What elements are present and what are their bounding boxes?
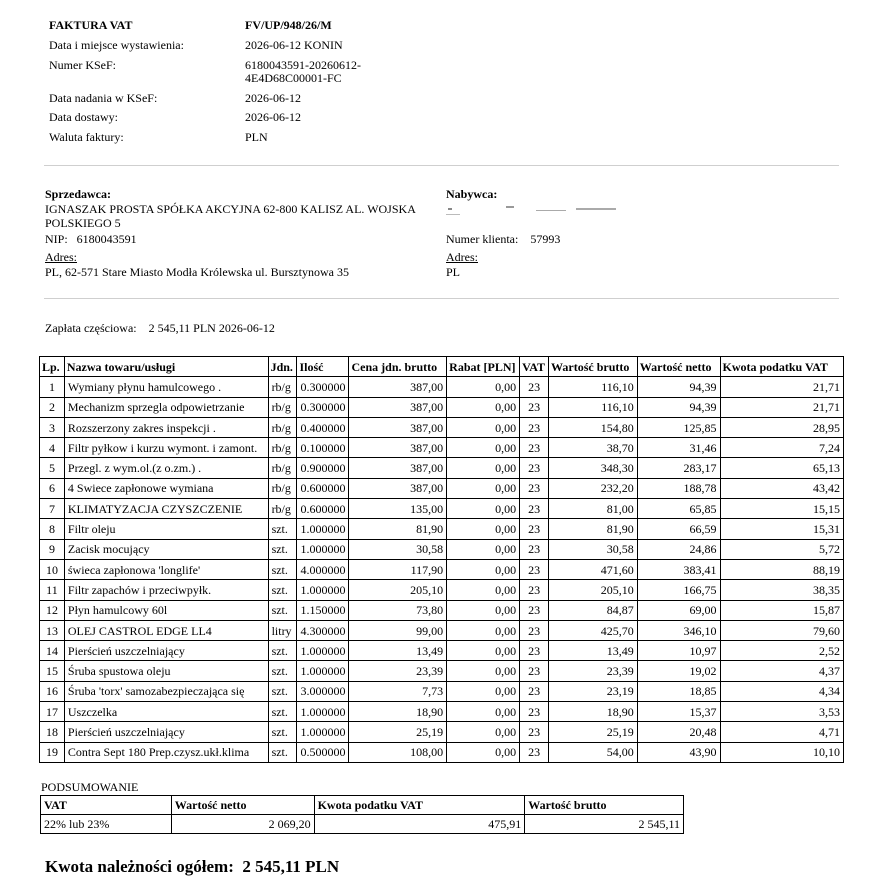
item-unit-price: 23,39: [349, 661, 447, 681]
item-qty: 4.000000: [297, 559, 349, 579]
item-vat: 23: [520, 580, 549, 600]
table-row: [40, 478, 844, 498]
summary-header-net: Wartość netto: [171, 796, 314, 815]
item-qty: 3.000000: [297, 681, 349, 701]
item-net: 166,75: [637, 580, 720, 600]
summary-header-row: [41, 796, 684, 815]
item-unit: szt.: [268, 559, 297, 579]
ksef-value-line2: 4E4D68C00001-FC: [245, 71, 342, 85]
item-unit-price: 135,00: [349, 499, 447, 519]
item-unit-price: 13,49: [349, 641, 447, 661]
item-unit: litry: [268, 620, 297, 640]
item-net: 94,39: [637, 377, 720, 397]
col-header-discount: Rabat [PLN]: [447, 357, 520, 377]
item-tax: 4,71: [720, 722, 843, 742]
item-discount: 0,00: [447, 641, 520, 661]
item-tax: 79,60: [720, 620, 843, 640]
item-unit: szt.: [268, 702, 297, 722]
item-qty: 4.300000: [297, 620, 349, 640]
items-header-row: [40, 357, 844, 377]
item-gross: 116,10: [549, 397, 638, 417]
seller-name-line2: POLSKIEGO 5: [45, 216, 121, 230]
item-net: 24,86: [637, 539, 720, 559]
item-unit: szt.: [268, 519, 297, 539]
table-row: [40, 519, 844, 539]
item-name: KLIMATYZACJA CZYSZCZENIE: [64, 499, 268, 519]
item-qty: 1.000000: [297, 580, 349, 600]
item-unit: szt.: [268, 722, 297, 742]
redaction-marks: [446, 202, 621, 216]
item-lp: 11: [40, 580, 65, 600]
buyer-address-value: PL: [446, 265, 461, 279]
item-unit-price: 81,90: [349, 519, 447, 539]
summary-header-vat: VAT: [41, 796, 172, 815]
item-unit-price: 73,80: [349, 600, 447, 620]
item-net: 15,37: [637, 702, 720, 722]
item-tax: 43,42: [720, 478, 843, 498]
item-gross: 84,87: [549, 600, 638, 620]
col-header-vat: VAT: [520, 357, 549, 377]
table-row: [40, 722, 844, 742]
item-gross: 205,10: [549, 580, 638, 600]
item-lp: 6: [40, 478, 65, 498]
item-lp: 18: [40, 722, 65, 742]
item-unit: rb/g: [268, 397, 297, 417]
item-vat: 23: [520, 620, 549, 640]
item-unit: rb/g: [268, 478, 297, 498]
item-qty: 0.600000: [297, 478, 349, 498]
table-row: [40, 661, 844, 681]
item-lp: 5: [40, 458, 65, 478]
item-vat: 23: [520, 539, 549, 559]
item-tax: 28,95: [720, 417, 843, 437]
delivery-label: Data dostawy:: [49, 110, 118, 124]
buyer-name-redacted: [446, 202, 621, 216]
item-gross: 348,30: [549, 458, 638, 478]
item-vat: 23: [520, 641, 549, 661]
item-gross: 30,58: [549, 539, 638, 559]
grand-total-label: Kwota należności ogółem:: [45, 857, 234, 876]
item-net: 346,10: [637, 620, 720, 640]
summary-gross: 2 545,11: [525, 815, 684, 834]
item-discount: 0,00: [447, 377, 520, 397]
item-gross: 81,00: [549, 499, 638, 519]
buyer-client-value: 57993: [530, 232, 561, 246]
item-discount: 0,00: [447, 580, 520, 600]
item-tax: 5,72: [720, 539, 843, 559]
ksef-value-line1: 6180043591-20260612-: [245, 58, 361, 72]
item-unit-price: 387,00: [349, 417, 447, 437]
item-name: Płyn hamulcowy 60l: [64, 600, 268, 620]
delivery-value: 2026-06-12: [245, 110, 301, 124]
table-row: [40, 600, 844, 620]
item-lp: 16: [40, 681, 65, 701]
item-discount: 0,00: [447, 722, 520, 742]
summary-tax: 475,91: [314, 815, 525, 834]
item-vat: 23: [520, 519, 549, 539]
seller-address-label: Adres:: [45, 250, 77, 264]
item-vat: 23: [520, 600, 549, 620]
item-name: świeca zapłonowa 'longlife': [64, 559, 268, 579]
col-header-unit: Jdn.: [268, 357, 297, 377]
item-discount: 0,00: [447, 417, 520, 437]
item-discount: 0,00: [447, 600, 520, 620]
item-qty: 0.500000: [297, 742, 349, 762]
item-vat: 23: [520, 661, 549, 681]
item-name: Rozszerzony zakres inspekcji .: [64, 417, 268, 437]
item-lp: 17: [40, 702, 65, 722]
item-gross: 154,80: [549, 417, 638, 437]
item-lp: 14: [40, 641, 65, 661]
item-vat: 23: [520, 559, 549, 579]
table-row: [40, 702, 844, 722]
item-unit: rb/g: [268, 438, 297, 458]
summary-vat: 22% lub 23%: [41, 815, 172, 834]
item-discount: 0,00: [447, 478, 520, 498]
item-discount: 0,00: [447, 559, 520, 579]
item-tax: 88,19: [720, 559, 843, 579]
item-tax: 21,71: [720, 377, 843, 397]
item-gross: 18,90: [549, 702, 638, 722]
item-discount: 0,00: [447, 620, 520, 640]
summary-header-tax: Kwota podatku VAT: [314, 796, 525, 815]
item-net: 20,48: [637, 722, 720, 742]
seller-address-value: PL, 62-571 Stare Miasto Modła Królewska ul. Bursztynowa 35: [45, 265, 349, 279]
item-discount: 0,00: [447, 702, 520, 722]
item-tax: 21,71: [720, 397, 843, 417]
summary-title: PODSUMOWANIE: [41, 780, 139, 794]
item-name: Przegl. z wym.ol.(z o.zm.) .: [64, 458, 268, 478]
seller-nip: [45, 232, 137, 247]
item-unit-price: 387,00: [349, 438, 447, 458]
item-lp: 1: [40, 377, 65, 397]
item-gross: 425,70: [549, 620, 638, 640]
item-qty: 1.000000: [297, 519, 349, 539]
item-discount: 0,00: [447, 438, 520, 458]
item-discount: 0,00: [447, 397, 520, 417]
item-unit-price: 108,00: [349, 742, 447, 762]
item-net: 10,97: [637, 641, 720, 661]
item-tax: 3,53: [720, 702, 843, 722]
table-row: [40, 641, 844, 661]
partial-payment-label: Zapłata częściowa:: [45, 321, 137, 335]
item-name: Mechanizm sprzegla odpowietrzanie: [64, 397, 268, 417]
item-qty: 1.000000: [297, 641, 349, 661]
item-lp: 10: [40, 559, 65, 579]
partial-payment: [45, 321, 275, 336]
table-row: [40, 499, 844, 519]
item-name: Filtr zapachów i przeciwpyłk.: [64, 580, 268, 600]
item-unit: szt.: [268, 742, 297, 762]
item-unit: szt.: [268, 681, 297, 701]
ksef-date-value: 2026-06-12: [245, 91, 301, 105]
divider-top: [44, 165, 839, 166]
item-net: 188,78: [637, 478, 720, 498]
buyer-label: Nabywca:: [446, 187, 498, 201]
item-net: 283,17: [637, 458, 720, 478]
item-unit-price: 387,00: [349, 478, 447, 498]
item-net: 31,46: [637, 438, 720, 458]
ksef-label: Numer KSeF:: [49, 58, 116, 72]
seller-label: Sprzedawca:: [45, 187, 111, 201]
item-net: 65,85: [637, 499, 720, 519]
item-lp: 8: [40, 519, 65, 539]
item-net: 66,59: [637, 519, 720, 539]
item-net: 19,02: [637, 661, 720, 681]
item-unit-price: 30,58: [349, 539, 447, 559]
item-tax: 7,24: [720, 438, 843, 458]
item-qty: 0.300000: [297, 397, 349, 417]
table-row: [40, 438, 844, 458]
item-name: Pierścień uszczelniający: [64, 641, 268, 661]
summary-net: 2 069,20: [171, 815, 314, 834]
divider-middle: [44, 298, 839, 299]
table-row: [40, 681, 844, 701]
item-vat: 23: [520, 417, 549, 437]
item-lp: 7: [40, 499, 65, 519]
item-unit-price: 387,00: [349, 377, 447, 397]
item-tax: 4,37: [720, 661, 843, 681]
table-row: [40, 397, 844, 417]
item-name: Contra Sept 180 Prep.czysz.ukł.klima: [64, 742, 268, 762]
item-name: Uszczelka: [64, 702, 268, 722]
item-gross: 54,00: [549, 742, 638, 762]
summary-row: [41, 815, 684, 834]
item-name: Filtr pyłkow i kurzu wymont. i zamont.: [64, 438, 268, 458]
item-gross: 471,60: [549, 559, 638, 579]
items-table: [39, 356, 844, 763]
item-unit: szt.: [268, 539, 297, 559]
item-discount: 0,00: [447, 742, 520, 762]
item-qty: 0.400000: [297, 417, 349, 437]
grand-total-value: 2 545,11 PLN: [242, 857, 340, 876]
buyer-address-label: Adres:: [446, 250, 478, 264]
summary-header-gross: Wartość brutto: [525, 796, 684, 815]
item-unit: szt.: [268, 600, 297, 620]
buyer-client-label: Numer klienta:: [446, 232, 519, 246]
item-gross: 116,10: [549, 377, 638, 397]
item-name: Zacisk mocujący: [64, 539, 268, 559]
item-unit: szt.: [268, 580, 297, 600]
item-name: Śruba spustowa oleju: [64, 661, 268, 681]
summary-table: [40, 795, 684, 834]
item-unit-price: 25,19: [349, 722, 447, 742]
ksef-date-label: Data nadania w KSeF:: [49, 91, 158, 105]
item-qty: 1.000000: [297, 722, 349, 742]
item-tax: 15,31: [720, 519, 843, 539]
item-lp: 15: [40, 661, 65, 681]
item-unit-price: 99,00: [349, 620, 447, 640]
item-qty: 1.150000: [297, 600, 349, 620]
item-tax: 65,13: [720, 458, 843, 478]
item-net: 43,90: [637, 742, 720, 762]
item-lp: 4: [40, 438, 65, 458]
seller-nip-label: NIP:: [45, 232, 68, 246]
item-vat: 23: [520, 722, 549, 742]
item-lp: 13: [40, 620, 65, 640]
table-row: [40, 620, 844, 640]
col-header-tax: Kwota podatku VAT: [720, 357, 843, 377]
item-gross: 13,49: [549, 641, 638, 661]
item-discount: 0,00: [447, 681, 520, 701]
item-unit-price: 387,00: [349, 397, 447, 417]
item-vat: 23: [520, 702, 549, 722]
item-tax: 15,87: [720, 600, 843, 620]
buyer-client: [446, 232, 560, 247]
col-header-name: Nazwa towaru/usługi: [64, 357, 268, 377]
table-row: [40, 539, 844, 559]
item-unit: szt.: [268, 641, 297, 661]
item-lp: 3: [40, 417, 65, 437]
item-tax: 15,15: [720, 499, 843, 519]
item-gross: 23,19: [549, 681, 638, 701]
item-unit-price: 387,00: [349, 458, 447, 478]
item-net: 18,85: [637, 681, 720, 701]
table-row: [40, 580, 844, 600]
table-row: [40, 559, 844, 579]
table-row: [40, 417, 844, 437]
item-discount: 0,00: [447, 519, 520, 539]
item-qty: 0.600000: [297, 499, 349, 519]
item-vat: 23: [520, 397, 549, 417]
item-net: 69,00: [637, 600, 720, 620]
item-tax: 4,34: [720, 681, 843, 701]
item-qty: 1.000000: [297, 539, 349, 559]
item-unit: rb/g: [268, 377, 297, 397]
item-vat: 23: [520, 438, 549, 458]
item-gross: 232,20: [549, 478, 638, 498]
item-qty: 0.300000: [297, 377, 349, 397]
item-gross: 25,19: [549, 722, 638, 742]
item-unit: rb/g: [268, 417, 297, 437]
item-name: Śruba 'torx' samozabezpieczająca się: [64, 681, 268, 701]
col-header-unit-price: Cena jdn. brutto: [349, 357, 447, 377]
col-header-lp: Lp.: [40, 357, 65, 377]
item-unit-price: 7,73: [349, 681, 447, 701]
item-unit: rb/g: [268, 499, 297, 519]
items-body: [40, 377, 844, 763]
item-vat: 23: [520, 377, 549, 397]
table-row: [40, 458, 844, 478]
item-discount: 0,00: [447, 661, 520, 681]
item-tax: 38,35: [720, 580, 843, 600]
item-name: 4 Swiece zapłonowe wymiana: [64, 478, 268, 498]
item-unit-price: 117,90: [349, 559, 447, 579]
item-name: OLEJ CASTROL EDGE LL4: [64, 620, 268, 640]
seller-name-line1: IGNASZAK PROSTA SPÓŁKA AKCYJNA 62-800 KALISZ AL. WOJSKA: [45, 202, 416, 216]
currency-label: Waluta faktury:: [49, 130, 124, 144]
item-discount: 0,00: [447, 539, 520, 559]
item-gross: 81,90: [549, 519, 638, 539]
item-name: Filtr oleju: [64, 519, 268, 539]
item-vat: 23: [520, 499, 549, 519]
item-vat: 23: [520, 681, 549, 701]
col-header-gross: Wartość brutto: [549, 357, 638, 377]
item-lp: 2: [40, 397, 65, 417]
item-unit-price: 205,10: [349, 580, 447, 600]
item-net: 94,39: [637, 397, 720, 417]
item-tax: 2,52: [720, 641, 843, 661]
item-lp: 19: [40, 742, 65, 762]
item-net: 383,41: [637, 559, 720, 579]
col-header-net: Wartość netto: [637, 357, 720, 377]
item-qty: 1.000000: [297, 661, 349, 681]
item-qty: 0.100000: [297, 438, 349, 458]
item-unit-price: 18,90: [349, 702, 447, 722]
item-lp: 12: [40, 600, 65, 620]
item-discount: 0,00: [447, 458, 520, 478]
item-qty: 1.000000: [297, 702, 349, 722]
item-qty: 0.900000: [297, 458, 349, 478]
item-net: 125,85: [637, 417, 720, 437]
item-lp: 9: [40, 539, 65, 559]
item-unit: rb/g: [268, 458, 297, 478]
seller-nip-value: 6180043591: [76, 232, 137, 246]
item-name: Wymiany płynu hamulcowego .: [64, 377, 268, 397]
item-vat: 23: [520, 478, 549, 498]
item-vat: 23: [520, 458, 549, 478]
item-gross: 38,70: [549, 438, 638, 458]
currency-value: PLN: [245, 130, 268, 144]
issue-label: Data i miejsce wystawienia:: [49, 38, 184, 52]
grand-total: [45, 857, 339, 877]
item-name: Pierścień uszczelniający: [64, 722, 268, 742]
item-vat: 23: [520, 742, 549, 762]
invoice-number: FV/UP/948/26/M: [245, 18, 332, 32]
table-row: [40, 742, 844, 762]
item-unit: szt.: [268, 661, 297, 681]
item-gross: 23,39: [549, 661, 638, 681]
item-tax: 10,10: [720, 742, 843, 762]
col-header-qty: Ilość: [297, 357, 349, 377]
table-row: [40, 377, 844, 397]
partial-payment-value: 2 545,11 PLN 2026-06-12: [148, 321, 275, 335]
issue-value: 2026-06-12 KONIN: [245, 38, 343, 52]
item-discount: 0,00: [447, 499, 520, 519]
invoice-title: FAKTURA VAT: [49, 18, 133, 32]
